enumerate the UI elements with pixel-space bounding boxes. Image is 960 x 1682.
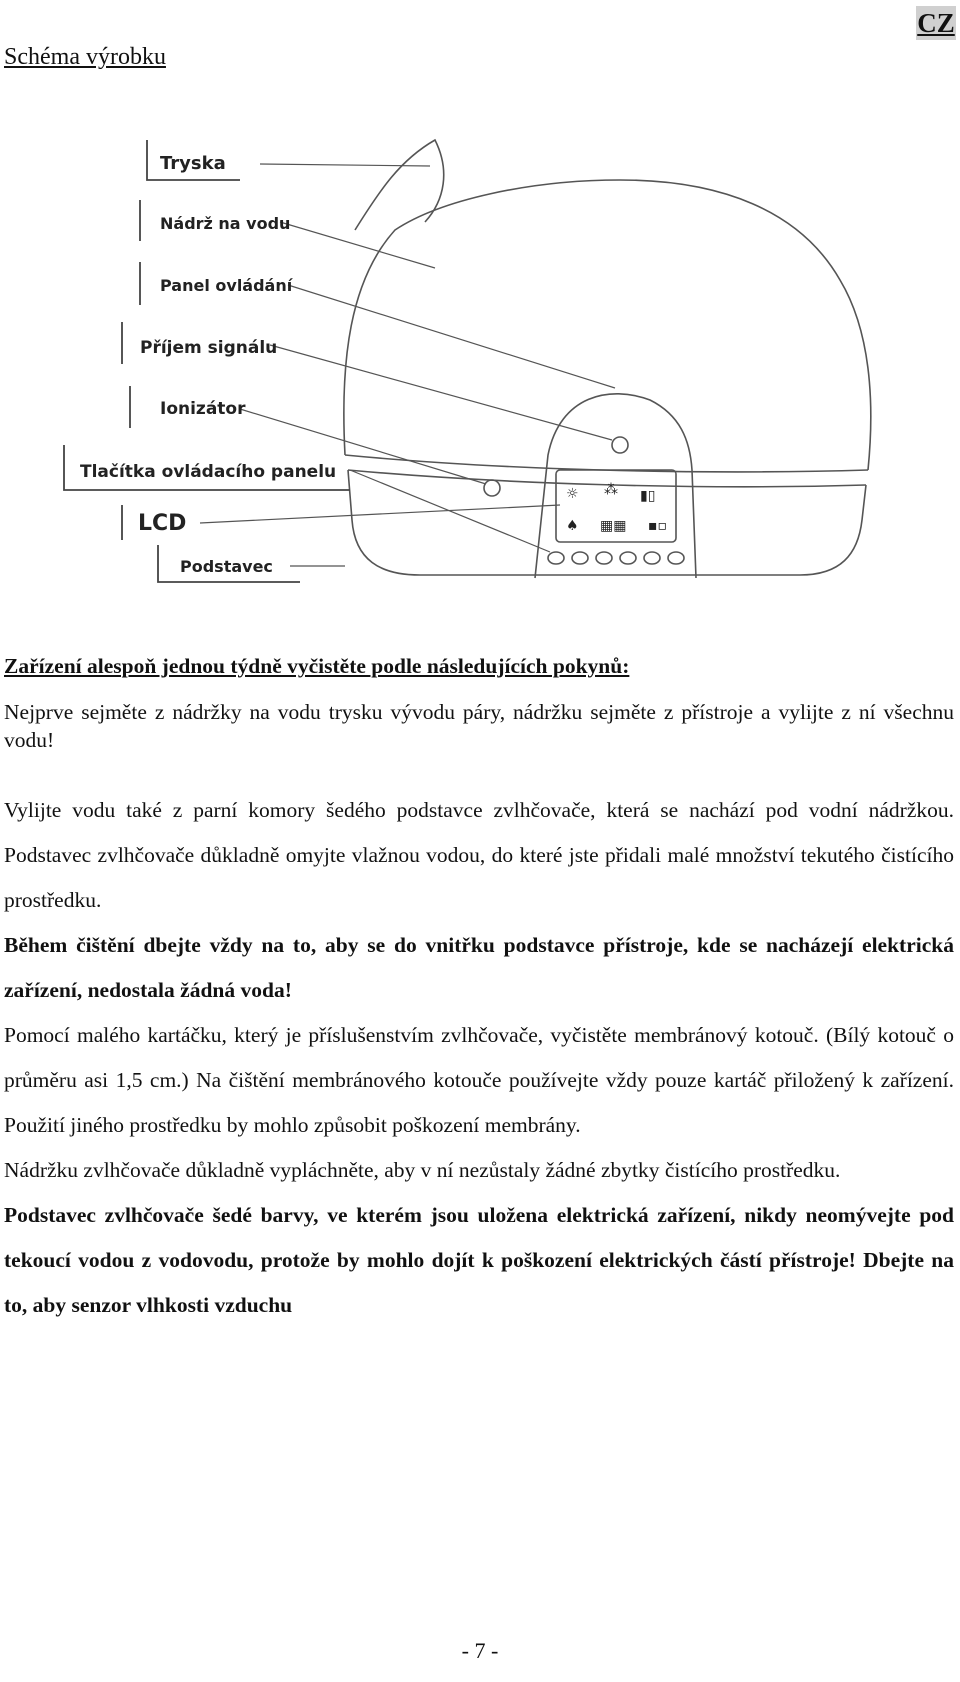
svg-text:▮▯: ▮▯ (640, 488, 656, 504)
instructions-body (4, 788, 954, 1328)
svg-text:▦▦: ▦▦ (600, 518, 627, 534)
label-podstavec: Podstavec (180, 557, 273, 576)
svg-text:▪▫: ▪▫ (648, 518, 667, 534)
label-tryska: Tryska (160, 153, 226, 174)
paragraph-4: Nádržku zvlhčovače důkladně vypláchněte, aby v ní nezůstaly žádné zbytky čistícího prostředku. (4, 1158, 841, 1182)
page-number: - 7 - (461, 1638, 499, 1663)
paragraph-5-warning: Podstavec zvlhčovače šedé barvy, ve kterém jsou uložena elektrická zařízení, nikdy neomývejte pod tekoucí vodou z vodovodu, protože by mohlo dojít k poškození elektrických částí přístroje! Dbejte na to, aby senzor vlhkosti vzduchu (4, 1203, 954, 1317)
label-panel-ovladani: Panel ovládání (160, 276, 293, 295)
intro-paragraph: Nejprve sejměte z nádržky na vodu trysku vývodu páry, nádržku sejměte z přístroje a vylijte z ní všechnu vodu! (4, 700, 954, 752)
label-tlacitka: Tlačítka ovládacího panelu (80, 462, 337, 482)
cleaning-heading: Zařízení alespoň jednou týdně vyčistěte podle následujících pokynů: (4, 654, 630, 678)
paragraph-1: Vylijte vodu také z parní komory šedého podstavce zvlhčovače, která se nachází pod vodní nádržkou. Podstavec zvlhčovače důkladně omyjte vlažnou vodou, do které jste přidali malé množství tekutého čistícího prostředku. (4, 798, 954, 912)
section-title: Schéma výrobku (4, 44, 166, 70)
label-prijem-signalu: Příjem signálu (140, 338, 278, 358)
language-badge: CZ (917, 8, 955, 38)
paragraph-3: Pomocí malého kartáčku, který je příslušenstvím zvlhčovače, vyčistěte membránový kotouč. (Bílý kotouč o průměru asi 1,5 cm.) Na čištění membránového kotouče používejte vždy pouze kartáč přiložený k zařízení. Použití jiného prostředku by mohlo způsobit poškození membrány. (4, 1023, 954, 1137)
svg-text:☼: ☼ (566, 486, 579, 502)
product-diagram (0, 110, 960, 610)
svg-text:♠: ♠ (566, 518, 579, 534)
svg-text:⁂: ⁂ (604, 482, 618, 498)
paragraph-2-warning: Během čištění dbejte vždy na to, aby se do vnitřku podstavce přístroje, kde se nacházejí elektrická zařízení, nedostala žádná voda! (4, 933, 954, 1002)
label-nadrz-na-vodu: Nádrž na vodu (160, 214, 291, 233)
label-ionizator: Ionizátor (160, 399, 246, 419)
label-lcd: LCD (138, 511, 187, 536)
